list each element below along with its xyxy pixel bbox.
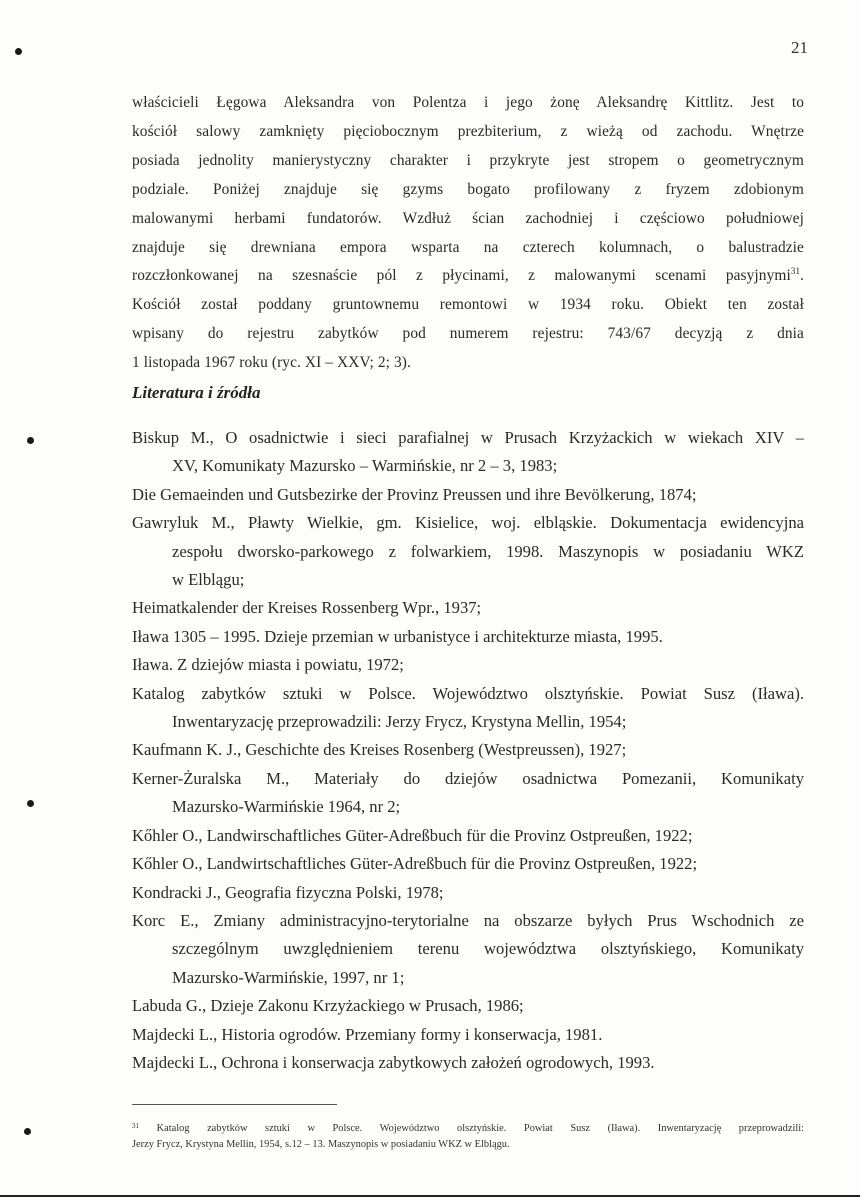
bibliography-entry bbox=[132, 1021, 804, 1049]
section-heading: Literatura i źródła bbox=[132, 383, 261, 402]
bibliography-entry-line: Heimatkalender der Kreises Rossenberg Wpr., 1937; bbox=[132, 598, 482, 618]
body-line: wpisany do rejestru zabytków pod numerem rejestru: 743/67 decyzją z dnia bbox=[132, 325, 804, 343]
footnote-marker: 31 bbox=[132, 1122, 139, 1130]
body-line: malowanymi herbami fundatorów. Wzdłuż ścian zachodniej i częściowo południowej bbox=[132, 209, 804, 227]
bibliography-entry-line: Gawryluk M., Pławty Wielkie, gm. Kisielice, woj. elbląskie. Dokumentacja ewidencyjna bbox=[132, 513, 804, 533]
footnote-line: Jerzy Frycz, Krystyna Mellin, 1954, s.12 – 13. Maszynopis w posiadaniu WKZ w Elblągu. bbox=[132, 1139, 510, 1150]
bibliography-entry-continuation: XV, Komunikaty Mazursko – Warmińskie, nr 2 – 3, 1983; bbox=[172, 456, 558, 476]
body-paragraph bbox=[132, 89, 804, 378]
bibliography-list bbox=[132, 424, 804, 1077]
bibliography-entry-continuation: Mazursko-Warmińskie 1964, nr 2; bbox=[172, 797, 401, 817]
bibliography-entry bbox=[132, 651, 804, 679]
bibliography-entry-line: Kaufmann K. J., Geschichte des Kreises Rosenberg (Westpreussen), 1927; bbox=[132, 740, 627, 760]
body-line: posiada jednolity manierystyczny charakter i przykryte jest stropem o geometrycznym bbox=[132, 151, 804, 169]
bibliography-entry-line: Kondracki J., Geografia fizyczna Polski, 1978; bbox=[132, 882, 444, 902]
bibliography-entry-continuation: w Elblągu; bbox=[172, 570, 245, 590]
bibliography-entry bbox=[132, 850, 804, 878]
bibliography-entry-line: Kőhler O., Landwirschaftliches Güter-Adreßbuch für die Provinz Ostpreußen, 1922; bbox=[132, 825, 693, 845]
binder-hole-mark bbox=[27, 800, 34, 807]
bibliography-entry-continuation: Inwentaryzację przeprowadzili: Jerzy Frycz, Krystyna Mellin, 1954; bbox=[172, 712, 627, 732]
footnote-ref-punctuation: . bbox=[800, 267, 804, 285]
bibliography-entry-line: Majdecki L., Ochrona i konserwacja zabytkowych założeń ogrodowych, 1993. bbox=[132, 1052, 655, 1072]
bibliography-entry bbox=[132, 623, 804, 651]
bibliography-entry-line: Die Gemaeinden und Gutsbezirke der Provinz Preussen und ihre Bevölkerung, 1874; bbox=[132, 484, 697, 504]
bibliography-entry-continuation: zespołu dworsko-parkowego z folwarkiem, 1998. Maszynopis w posiadaniu WKZ bbox=[172, 541, 804, 561]
bibliography-entry-line: Iława 1305 – 1995. Dzieje przemian w urbanistyce i architekturze miasta, 1995. bbox=[132, 626, 663, 646]
bibliography-entry bbox=[132, 481, 804, 509]
bibliography-entry-continuation: Mazursko-Warmińskie, 1997, nr 1; bbox=[172, 967, 405, 987]
scan-bottom-edge bbox=[0, 1195, 860, 1197]
bibliography-entry bbox=[132, 594, 804, 622]
bibliography-entry bbox=[132, 765, 804, 822]
bibliography-entry-line: Iława. Z dziejów miasta i powiatu, 1972; bbox=[132, 655, 404, 675]
body-line: podziale. Poniżej znajduje się gzyms bogato profilowany z fryzem zdobionym bbox=[132, 180, 804, 198]
body-line: 1 listopada 1967 roku (ryc. XI – XXV; 2; 3). bbox=[132, 354, 411, 372]
body-line: właścicieli Łęgowa Aleksandra von Polentza i jego żonę Aleksandrę Kittlitz. Jest to bbox=[132, 94, 804, 111]
bibliography-entry bbox=[132, 822, 804, 850]
body-line: kościół salowy zamknięty pięciobocznym prezbiterium, z wieżą od zachodu. Wnętrze bbox=[132, 122, 804, 140]
page-number: 21 bbox=[791, 38, 808, 57]
bibliography-entry-line: Biskup M., O osadnictwie i sieci parafialnej w Prusach Krzyżackich w wiekach XIV – bbox=[132, 428, 804, 447]
bibliography-entry-line: Korc E., Zmiany administracyjno-terytorialne na obszarze byłych Prus Wschodnich ze bbox=[132, 910, 804, 930]
bibliography-entry bbox=[132, 736, 804, 764]
bibliography-entry bbox=[132, 907, 804, 992]
footnote-line: $^{31}$ Katalog zabytków sztuki w Polsce. Województwo olsztyńskie. Powiat Susz (Iława). Inwentaryzację przeprowadzili: bbox=[132, 1122, 804, 1134]
bibliography-entry bbox=[132, 992, 804, 1020]
bibliography-entry bbox=[132, 879, 804, 907]
body-line: Kościół został poddany gruntownemu remontowi w 1934 roku. Obiekt ten został bbox=[132, 296, 804, 314]
bibliography-entry-line: Labuda G., Dzieje Zakonu Krzyżackiego w Prusach, 1986; bbox=[132, 996, 524, 1016]
binder-hole-mark bbox=[24, 1128, 31, 1135]
bibliography-entry-line: Kőhler O., Landwirtschaftliches Güter-Adreßbuch für die Provinz Ostpreußen, 1922; bbox=[132, 854, 698, 874]
binder-hole-mark bbox=[15, 48, 22, 55]
body-line-with-footnote bbox=[132, 262, 804, 291]
footnote-reference[interactable]: 31 bbox=[790, 266, 801, 277]
footnote-separator bbox=[132, 1104, 337, 1105]
footnote bbox=[132, 1118, 804, 1153]
bibliography-entry-line: Katalog zabytków sztuki w Polsce. Województwo olsztyńskie. Powiat Susz (Iława). bbox=[132, 683, 804, 703]
bibliography-entry bbox=[132, 1049, 804, 1077]
bibliography-entry bbox=[132, 680, 804, 737]
bibliography-entry bbox=[132, 509, 804, 594]
bibliography-entry-continuation: szczególnym uwzględnieniem terenu województwa olsztyńskiego, Komunikaty bbox=[172, 939, 804, 959]
body-line: rozczłonkowanej na szesnaście pól z płycinami, z malowanymi scenami pasyjnymi bbox=[132, 267, 791, 285]
bibliography-entry bbox=[132, 424, 804, 481]
body-line: znajduje się drewniana empora wsparta na czterech kolumnach, o balustradzie bbox=[132, 238, 804, 256]
bibliography-entry-line: Majdecki L., Historia ogrodów. Przemiany formy i konserwacja, 1981. bbox=[132, 1024, 603, 1044]
bibliography-entry-line: Kerner-Żuralska M., Materiały do dziejów osadnictwa Pomezanii, Komunikaty bbox=[132, 768, 804, 788]
binder-hole-mark bbox=[27, 437, 34, 444]
